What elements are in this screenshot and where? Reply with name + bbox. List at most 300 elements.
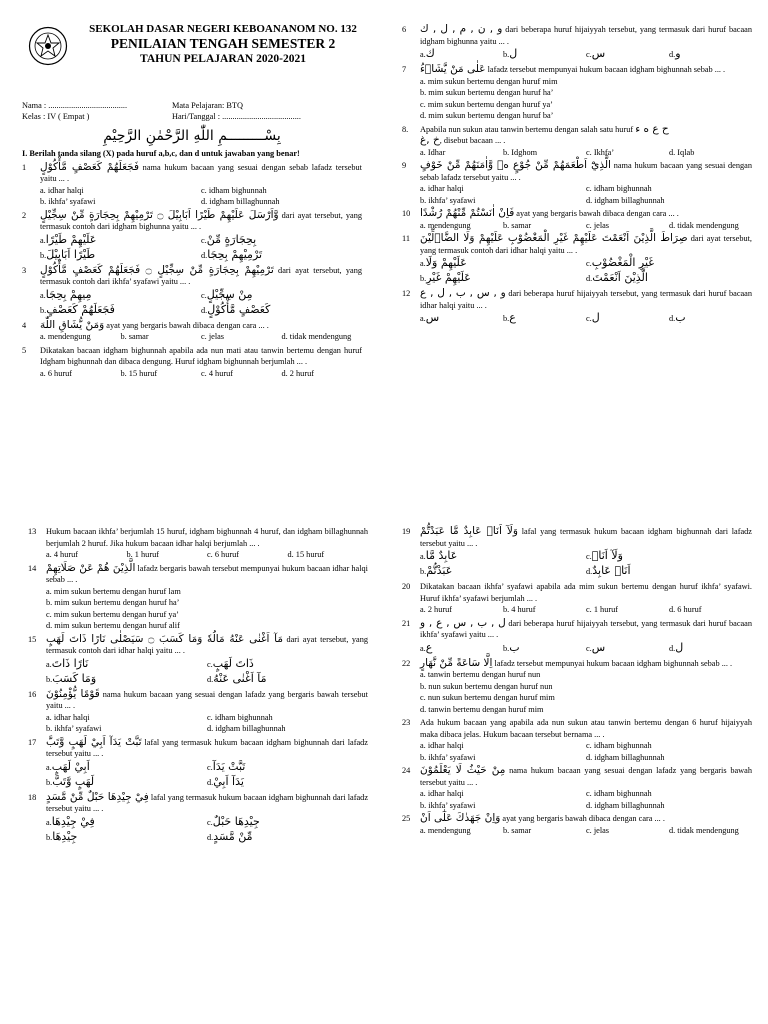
answer-option[interactable]	[201, 303, 362, 318]
question-item	[402, 160, 752, 206]
option-arabic: فَجَعَلَهُمْ كَعَصْفٍ	[46, 302, 115, 316]
option-arabic: الَّذِيْنَ اَنْعَمْتَ	[592, 271, 648, 284]
question-number: 20	[402, 582, 411, 591]
option-arabic: جِيْدِهَا	[52, 829, 78, 843]
answer-option[interactable]	[207, 760, 368, 775]
basmala: بِسْـــــــــمِ اللّٰهِ الرَّحْمٰنِ الرَّحِيْمِ	[103, 128, 281, 144]
answer-options	[420, 183, 752, 206]
subject-field: Mata Pelajaran: BTQ	[172, 101, 243, 110]
answer-option[interactable]: d. tanwin bertemu dengan huruf mim	[420, 704, 544, 714]
question-text: ayat yang bergaris bawah dibaca dengan cara ... .	[500, 814, 665, 823]
option-letter: d.	[201, 305, 208, 315]
arabic-phrase: مِنْ حَيْثُ لَا يَعْلَمُوْنَ	[420, 764, 506, 776]
option-letter: c.	[586, 314, 592, 323]
answer-option[interactable]: c. idham bighunnah	[207, 712, 273, 722]
question-item	[402, 658, 752, 716]
option-letter: b.	[46, 832, 53, 842]
question-stem	[420, 24, 752, 47]
option-arabic: غَيْرِ الْمَغْضُوْبِ	[591, 256, 655, 269]
question-number: 18	[28, 792, 37, 802]
question-text: Dikatakan bacaan ikhfa’ syafawi apabila ada mim sukun bertemu dengan huruf ikhfa’ syafawi. Huruf ikhfa’ syafawi berjumlah ... .	[420, 582, 752, 603]
arabic-phrase: و , ن , م , ل , ك	[420, 23, 503, 35]
question-text: lafal yang termasuk hukum bacaan idgham bighunnah dari lafadz tersebut yaitu ... .	[46, 737, 368, 758]
option-arabic: تَبَّتْ يَدَآ	[212, 759, 246, 773]
option-letter: c.	[586, 552, 592, 561]
question-item	[28, 634, 368, 687]
answer-option[interactable]: d. idgham billaghunnah	[586, 752, 665, 762]
question-number: 14	[28, 563, 37, 573]
question-stem	[420, 618, 752, 641]
question-item	[28, 526, 368, 561]
question-item	[28, 737, 368, 790]
date-field[interactable]: Hari/Tanggal : ......................................	[172, 112, 301, 121]
answer-options	[40, 368, 362, 380]
school-heading	[78, 22, 368, 66]
answer-option[interactable]	[207, 830, 368, 845]
option-arabic: ك	[425, 47, 435, 60]
answer-option[interactable]	[46, 830, 207, 845]
arabic-phrase: صِرَاطَ الَّذِيْنَ اَنْعَمْتَ عَلَيْهِمْ غَيْرِ الْمَغْضُوْبِ عَلَيْهِمْ وَلَا الضَّاۤلِّيْنَ	[420, 232, 688, 244]
option-arabic: س	[425, 311, 440, 324]
answer-options	[40, 331, 362, 343]
option-arabic: ب	[509, 640, 520, 654]
answer-option[interactable]: a. mendengung	[420, 220, 471, 230]
option-arabic: ل	[675, 640, 684, 654]
question-stem	[420, 658, 752, 670]
answer-option[interactable]: a. mendengung	[420, 825, 471, 835]
question-number: 1	[22, 162, 27, 172]
answer-option[interactable]: a. Idhar	[420, 147, 446, 157]
question-item	[402, 24, 752, 62]
question-number: 9	[402, 161, 407, 170]
question-number: 15	[28, 634, 37, 644]
option-arabic: لَهَبٍ وَّتَبَّ	[52, 774, 95, 788]
arabic-phrase: وَاِنْ جَهَدٰكَ عَلٰٓى اَنْ	[420, 812, 501, 824]
answer-option[interactable]: c. mim sukun bertemu dengan huruf ya’	[46, 609, 179, 619]
name-field[interactable]: Nama : ......................................	[22, 101, 128, 110]
answer-option[interactable]	[201, 248, 362, 263]
answer-option[interactable]	[586, 256, 752, 271]
answer-options	[420, 740, 752, 763]
answer-option[interactable]: d. mim sukun bertemu dengan huruf alif	[46, 621, 180, 630]
option-letter: a.	[46, 762, 52, 772]
answer-option[interactable]: c. 4 huruf	[201, 368, 234, 378]
question-stem	[420, 233, 752, 256]
answer-option[interactable]	[420, 256, 586, 271]
answer-option[interactable]: c. idham bighunnah	[586, 789, 652, 798]
question-text: lafadz bergaris bawah tersebut mempunyai hukum bacaan idhar halqi sebab ... .	[46, 563, 368, 584]
exam-title: PENILAIAN TENGAH SEMESTER 2	[110, 36, 336, 51]
question-text: dari beberapa huruf hijaiyyah tersebut, yang termasuk dari huruf bacaan ikhfa’ syafawi yaitu ... .	[420, 618, 753, 639]
answer-option[interactable]: d. idgham billaghunnah	[207, 724, 286, 733]
answer-option[interactable]: d. idgham billaghunnah	[586, 800, 665, 810]
question-stem	[420, 526, 752, 549]
answer-option[interactable]	[503, 47, 586, 62]
class-field: Kelas : IV ( Empat )	[22, 112, 90, 121]
question-text: nama hukum bacaan yang sesuai dengan sebab lafadz tersebut yaitu ... .	[420, 161, 752, 182]
question-number: 11	[402, 234, 410, 243]
question-item	[402, 288, 752, 326]
answer-option[interactable]: a. 2 huruf	[420, 605, 453, 614]
answer-option[interactable]: b. 1 huruf	[126, 550, 159, 559]
question-stem	[46, 526, 368, 549]
option-arabic: مِّنْ مَّسَدٍ	[213, 829, 253, 843]
question-stem	[46, 792, 368, 815]
answer-option[interactable]: a. idhar halqi	[420, 741, 464, 750]
answer-options	[420, 641, 752, 656]
question-text: nama hukum bacaan yang sesuai dengan lafadz yang bergaris bawah tersebut yaitu ... .	[420, 766, 752, 787]
question-stem	[40, 320, 362, 332]
question-text: dari beberapa huruf hijaiyyah tersebut, yang termasuk dari huruf bacaan idhar halqi yaitu ... .	[420, 289, 753, 310]
answer-options	[46, 815, 368, 845]
answer-option[interactable]: d. Iqlab	[669, 147, 695, 157]
question-stem	[420, 581, 752, 604]
option-arabic: مَآ اَغْنٰى عَنْهُ	[213, 671, 267, 685]
answer-option[interactable]: b. samar	[503, 825, 532, 835]
option-arabic: ل	[509, 47, 518, 60]
answer-option[interactable]	[420, 564, 586, 579]
question-stem	[420, 288, 752, 311]
answer-options	[46, 549, 368, 561]
question-stem	[46, 563, 368, 586]
answer-options	[40, 185, 362, 208]
answer-option[interactable]: c. Ikhfa’	[586, 147, 615, 157]
answer-option[interactable]: c. mim sukun bertemu dengan huruf ya’	[420, 99, 553, 109]
option-letter: d.	[207, 777, 214, 787]
answer-option[interactable]	[586, 564, 752, 579]
answer-option[interactable]	[586, 47, 669, 62]
answer-option[interactable]: d. 15 huruf	[287, 550, 325, 559]
question-number: 19	[402, 527, 411, 536]
answer-option[interactable]	[586, 311, 669, 326]
question-text: lafal yang termasuk hukum bacaan idgham bighunnah dari lafadz tersebut yaitu ... .	[420, 527, 752, 548]
question-item	[22, 210, 362, 263]
answer-option[interactable]: b. 4 huruf	[503, 605, 536, 614]
answer-options	[420, 825, 752, 837]
answer-options	[46, 657, 368, 687]
answer-option[interactable]: d. 2 huruf	[281, 368, 314, 378]
option-letter: c.	[207, 659, 213, 669]
answer-option[interactable]	[586, 641, 669, 656]
question-text: Dikatakan bacaan idgham bighunnah apabila ada nun mati atau tanwin bertemu dengan huruf Idgham bighunnah dan dibaca dengung. Huruf idgham bighunnah berjumlah ... .	[40, 345, 362, 366]
answer-option[interactable]: a. idhar halqi	[420, 184, 464, 193]
arabic-phrase: ل , ب , س , ع , و	[420, 616, 506, 629]
question-number: 13	[28, 527, 37, 536]
option-arabic: ذَاتَ لَهَبٍ	[212, 656, 254, 670]
option-arabic: اَبِيْ لَهَبٍ	[51, 759, 90, 773]
option-arabic: اَنَا۠ عَابِدٌ	[592, 564, 631, 577]
right-top-column	[402, 24, 752, 328]
answer-option[interactable]	[503, 311, 586, 326]
answer-option[interactable]	[207, 657, 368, 672]
question-stem	[40, 345, 362, 368]
option-arabic: وَلَآ اَنَا۠	[591, 549, 623, 562]
option-letter: a.	[420, 50, 426, 59]
arabic-phrase: فَاِنْ اٰنَسْتُمْ مِّنْهُمْ رُشْدًا	[420, 207, 515, 219]
question-item	[28, 689, 368, 735]
answer-option[interactable]: c. jelas	[586, 220, 610, 230]
answer-option[interactable]	[207, 672, 368, 687]
question-text: nama hukum bacaan yang sesuai dengan lafadz yang bergaris bawah tersebut yaitu ... .	[46, 689, 368, 710]
answer-option[interactable]	[586, 271, 752, 286]
option-letter: d.	[201, 250, 208, 260]
option-arabic: عَلَيْهِمْ طَيْرًا	[45, 232, 97, 246]
question-stem	[420, 765, 752, 788]
arabic-phrase: اِلَّا سَاعَةً مِّنْ نَّهَارٍ	[420, 656, 493, 669]
answer-option[interactable]: d. idgham billaghunnah	[201, 197, 280, 206]
option-arabic: س	[591, 47, 606, 60]
option-letter: c.	[207, 762, 213, 772]
answer-option[interactable]	[201, 233, 362, 248]
answer-option[interactable]	[586, 549, 752, 564]
question-number: 7	[402, 65, 407, 74]
answer-options	[420, 147, 752, 159]
question-stem	[46, 634, 368, 657]
option-letter: c.	[586, 643, 592, 653]
answer-option[interactable]: d. idgham billaghunnah	[586, 195, 665, 205]
answer-option[interactable]	[207, 775, 368, 790]
answer-option[interactable]	[46, 815, 207, 830]
answer-option[interactable]: b. Idghom	[503, 147, 538, 157]
option-arabic: ب	[675, 311, 686, 324]
option-letter: d.	[586, 274, 593, 283]
arabic-phrase: فِيْ جِيْدِهَا حَبْلٌ مِّنْ مَّسَدٍ	[46, 790, 149, 803]
answer-option[interactable]	[420, 549, 586, 564]
arabic-phrase: الَّذِيْٓ اَطْعَمَهُمْ مِّنْ جُوْعٍ ەۙ وَّاٰمَنَهُمْ مِّنْ خَوْفٍ	[420, 159, 611, 171]
option-letter: a.	[420, 314, 426, 323]
option-letter: a.	[420, 643, 426, 653]
question-text: lafadz tersebut mempunyai hukum bacaan idgham bighunnah sebab ... .	[492, 658, 733, 668]
answer-option[interactable]: b. ikhfa’ syafawi	[420, 752, 476, 762]
question-stem	[46, 689, 368, 712]
question-text: dari ayat tersebut, yang termasuk contoh dari idgham bighunna yaitu ... .	[40, 210, 363, 231]
school-emblem-icon	[28, 26, 68, 66]
question-number: 25	[402, 814, 411, 823]
answer-option[interactable]: a. idhar halqi	[46, 712, 90, 722]
left-bottom-column	[28, 526, 368, 847]
answer-option[interactable]: c. idham bighunnah	[201, 185, 267, 195]
answer-option[interactable]	[40, 248, 201, 263]
arabic-letters: ح ع ه ء	[635, 122, 669, 135]
answer-option[interactable]: c. idham bighunnah	[586, 184, 652, 193]
question-number: 24	[402, 766, 411, 775]
question-stem	[420, 208, 752, 220]
answer-option[interactable]: b. samar	[503, 220, 532, 230]
right-bottom-column	[402, 526, 752, 838]
option-letter: b.	[40, 250, 47, 260]
option-arabic: جِيْدِهَا حَبْلٌ	[212, 814, 260, 828]
question-item	[402, 581, 752, 616]
question-stem	[40, 265, 362, 288]
answer-option[interactable]: c. jelas	[201, 332, 225, 341]
answer-option[interactable]: c. 1 huruf	[586, 605, 619, 614]
left-top-column	[22, 22, 362, 381]
answer-options	[46, 712, 368, 735]
answer-option[interactable]	[669, 311, 752, 326]
answer-options	[420, 549, 752, 579]
answer-option[interactable]: b. mim sukun bertemu dengan huruf ha’	[420, 88, 554, 97]
answer-option[interactable]: b. 15 huruf	[120, 368, 158, 378]
question-item	[402, 765, 752, 811]
answer-options	[40, 233, 362, 263]
academic-year: TAHUN PELAJARAN 2020-2021	[140, 53, 306, 65]
option-letter: a.	[420, 259, 426, 268]
question-number: 3	[22, 265, 27, 275]
question-number: 10	[402, 209, 411, 218]
question-number: 12	[402, 289, 411, 298]
question-item	[22, 265, 362, 318]
answer-option[interactable]	[669, 47, 752, 62]
answer-option[interactable]: b. ikhfa’ syafawi	[420, 800, 476, 810]
answer-option[interactable]	[46, 760, 207, 775]
answer-option[interactable]	[503, 641, 586, 656]
answer-option[interactable]: d. tidak mendengung	[669, 825, 739, 835]
answer-option[interactable]: a. mim sukun bertemu dengan huruf lam	[46, 586, 181, 596]
arabic-phrase: وَّاَرْسَلَ عَلَيْهِمْ طَيْرًا اَبَابِيْلَ ۝ تَرْمِيْهِمْ بِحِجَارَةٍ مِّنْ سِجِّيْلٍ	[40, 208, 279, 221]
answer-option[interactable]	[420, 271, 586, 286]
answer-option[interactable]	[40, 303, 201, 318]
option-arabic: نَارًا ذَاتَ	[51, 656, 89, 670]
option-letter: d.	[586, 567, 593, 576]
answer-option[interactable]	[420, 47, 503, 62]
question-item	[402, 618, 752, 656]
answer-option[interactable]	[201, 288, 362, 303]
question-number: 16	[28, 689, 37, 699]
question-stem	[420, 813, 752, 825]
answer-option[interactable]	[420, 641, 503, 656]
answer-options	[420, 311, 752, 326]
answer-option[interactable]: d. tidak mendengung	[669, 220, 739, 230]
question-text: dari ayat tersebut, yang termasuk contoh dari idhar halqi yaitu ... .	[46, 634, 368, 655]
option-letter: b.	[40, 305, 47, 315]
answer-options	[420, 47, 752, 62]
question-number: 6	[402, 25, 407, 34]
answer-option[interactable]: d. mim sukun bertemu dengan huruf ba’	[420, 111, 554, 120]
option-letter: b.	[46, 674, 53, 684]
option-letter: c.	[201, 290, 207, 300]
question-number: 22	[402, 658, 411, 668]
option-arabic: كَعَصْفٍ مَّأْكُوْلٍ	[207, 302, 271, 316]
option-arabic: مِيهِمْ بِحِجَا	[45, 287, 92, 301]
answer-option[interactable]: b. ikhfa’ syafawi	[420, 195, 476, 205]
arabic-phrase: فَجَعَلَهُمْ كَعَصْفٍ مَّأْكُوْلٍ	[40, 160, 139, 173]
question-item	[22, 320, 362, 343]
answer-option[interactable]: d. 6 huruf	[669, 605, 702, 614]
option-letter: d.	[669, 314, 676, 323]
arabic-phrase: الَّذِيْنَ هُمْ عَنْ صَلَاتِهِمْ	[46, 561, 136, 574]
answer-options	[46, 760, 368, 790]
answer-option[interactable]: a. mim sukun bertemu dengan huruf mim	[420, 76, 558, 86]
answer-option[interactable]: c. jelas	[586, 825, 610, 835]
answer-option[interactable]: c. nun sukun bertemu dengan huruf mim	[420, 693, 555, 702]
option-arabic: مِنْ سِجِّيْلٍ	[206, 287, 253, 301]
option-arabic: س	[591, 640, 606, 654]
question-item	[402, 813, 752, 836]
question-item	[28, 563, 368, 632]
arabic-letters: خ ,غ	[420, 134, 440, 146]
question-number: 21	[402, 618, 411, 628]
question-number: 5	[22, 345, 27, 355]
option-letter: d.	[669, 643, 676, 653]
question-text: Hukum bacaan ikhfa’ berjumlah 15 huruf, idgham bighunnah 4 huruf, dan idgham billaghunnah berjumlah 2 huruf. Jika hukum bacaan idhar halqi berjumlah ... .	[46, 527, 368, 548]
answer-option[interactable]	[46, 657, 207, 672]
answer-option[interactable]	[46, 672, 207, 687]
answer-option[interactable]: a. idhar halqi	[40, 185, 84, 195]
answer-option[interactable]: b. ikhfa’ syafawi	[46, 724, 102, 733]
option-arabic: عَلَيْهِمْ وَلَا	[425, 256, 467, 269]
option-arabic: وَمَا كَسَبَ	[52, 671, 97, 685]
option-letter: a.	[40, 290, 46, 300]
arabic-phrase: عَلٰى مَنْ يَّشَاۤءُ	[420, 63, 486, 75]
answer-option[interactable]: c. 6 huruf	[207, 550, 240, 559]
arabic-phrase: مَآ اَغْنٰى عَنْهُ مَالُهٗ وَمَا كَسَبَ ۝ سَيَصْلٰى نَارًا ذَاتَ لَهَبٍ	[46, 632, 283, 645]
question-text: Ada hukum bacaan yang apabila ada nun sukun atau tanwin bertemu dengan 6 huruf hijaiyyah maka dibaca jelas. Hukum bacaan tersebut bernama ... .	[420, 718, 752, 739]
student-identity	[22, 100, 362, 122]
option-arabic: عَابِدٌ مَّا	[425, 549, 458, 562]
answer-option[interactable]: a. tanwin bertemu dengan huruf nun	[420, 670, 541, 679]
question-item	[28, 792, 368, 845]
arabic-phrase: قَوْمًا يُّؤْمِنُوْنَ	[46, 687, 100, 700]
question-stem	[40, 162, 362, 185]
question-number: 8.	[402, 124, 409, 134]
answer-options	[420, 788, 752, 811]
answer-option[interactable]	[207, 815, 368, 830]
answer-option[interactable]	[40, 233, 201, 248]
option-letter: b.	[420, 274, 427, 283]
answer-option[interactable]: a. 4 huruf	[46, 550, 79, 559]
answer-option[interactable]: b. samar	[120, 332, 149, 341]
option-arabic: و	[675, 47, 681, 60]
answer-options	[420, 256, 752, 286]
question-item	[402, 208, 752, 231]
answer-option[interactable]	[420, 311, 503, 326]
answer-option[interactable]	[669, 641, 752, 656]
question-item	[402, 233, 752, 286]
answer-option[interactable]: c. idham bighunnah	[586, 741, 652, 750]
answer-option[interactable]: d. tidak mendengung	[281, 332, 352, 341]
arabic-phrase: تَبَّتْ يَدَآ اَبِيْ لَهَبٍ وَّتَبَّ	[46, 735, 142, 748]
question-item	[22, 162, 362, 208]
option-letter: c.	[586, 50, 592, 59]
answer-option[interactable]: a. mendengung	[40, 332, 91, 341]
question-item	[22, 345, 362, 380]
answer-options	[420, 220, 752, 232]
question-number: 17	[28, 737, 37, 747]
answer-option[interactable]: b. mim sukun bertemu dengan huruf ha’	[46, 598, 180, 607]
option-letter: b.	[503, 314, 510, 323]
answer-option[interactable]: b. nun sukun bertemu dengan huruf nun	[420, 681, 553, 691]
answer-option[interactable]: a. idhar halqi	[420, 789, 464, 798]
answer-option[interactable]: a. 6 huruf	[40, 368, 73, 378]
school-name: SEKOLAH DASAR NEGERI KEBOANANOM NO. 132	[89, 23, 357, 35]
instruction: I. Berilah tanda silang (X) pada huruf a,b,c, dan d untuk jawaban yang benar!	[22, 149, 300, 158]
question-text: lafadz tersebut mempunyai hukum bacaan idgham bighunnah sebab ... .	[485, 65, 726, 74]
arabic-phrase: وَمَنْ يُّشَاقِ اللّٰهَ	[40, 318, 105, 331]
answer-options	[40, 288, 362, 318]
answer-option[interactable]: b. ikhfa’ syafawi	[40, 197, 96, 206]
answer-option[interactable]	[46, 775, 207, 790]
option-arabic: بِحِجَارَةٍ مِّنْ	[206, 232, 257, 246]
question-text: dari ayat tersebut, yang termasuk contoh dari idhar halqi yaitu ... .	[420, 234, 752, 255]
answer-option[interactable]	[40, 288, 201, 303]
question-text: lafal yang termasuk hukum bacaan idgham bighunnah dari lafadz tersebut yaitu ... .	[46, 792, 368, 813]
option-arabic: يَدَآ اَبِيْ	[213, 774, 244, 788]
question-item	[402, 526, 752, 579]
arabic-phrase: وَلَآ اَنَا۠ عَابِدٌ مَّا عَبَدْتُّمْ	[420, 525, 518, 537]
question-stem	[40, 210, 362, 233]
question-number: 2	[22, 210, 27, 220]
option-letter: a.	[46, 817, 52, 827]
